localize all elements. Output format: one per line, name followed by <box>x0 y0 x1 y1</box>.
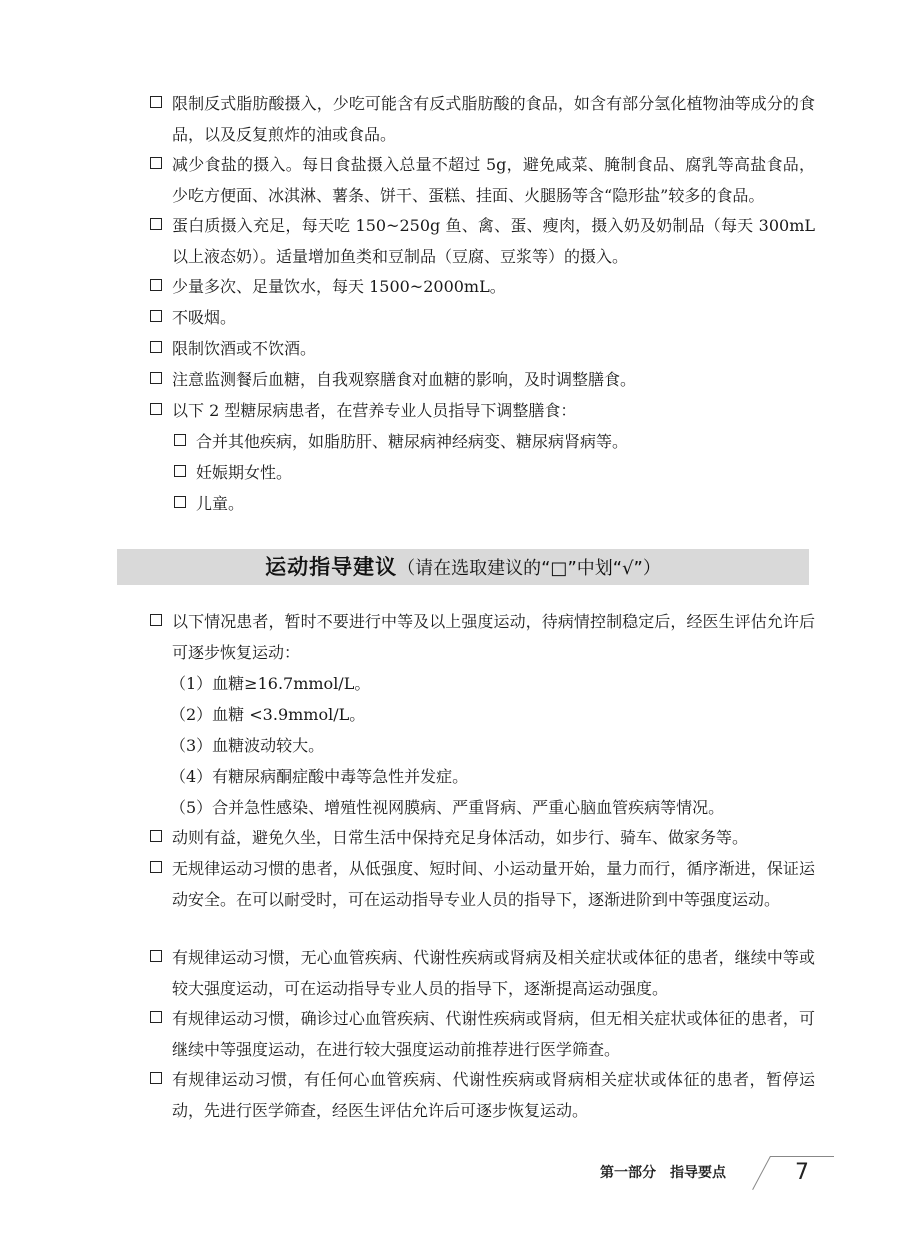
diet-item-alcohol <box>150 333 815 364</box>
diet-item-text: 不吸烟。 <box>172 308 237 327</box>
exercise-item-text: 无规律运动习惯的患者，从低强度、短时间、小运动量开始，量力而行，循序渐进，保证运动安全。在可以耐受时，可在运动指导专业人员的指导下，逐渐进阶到中等强度运动。 <box>172 859 815 909</box>
diet-subitem-pregnancy <box>174 457 814 488</box>
checkbox[interactable] <box>150 614 162 626</box>
condition-item: （1）血糖≥16.7mmol/L。 <box>170 674 371 693</box>
exercise-item-restriction <box>150 606 815 668</box>
checkbox[interactable] <box>150 861 162 873</box>
diet-item-protein <box>150 210 815 272</box>
checkbox[interactable] <box>150 830 162 842</box>
exercise-item-regular-healthy <box>150 942 815 1004</box>
exercise-item-regular-diagnosed <box>150 1003 815 1065</box>
checkbox[interactable] <box>150 403 162 415</box>
exercise-item-text: 动则有益，避免久坐，日常生活中保持充足身体活动，如步行、骑车、做家务等。 <box>172 828 749 847</box>
exercise-item-avoid-sitting <box>150 822 815 853</box>
diet-item-water <box>150 271 815 302</box>
checkbox[interactable] <box>150 157 162 169</box>
diet-subitem-text: 合并其他疾病，如脂肪肝、糖尿病神经病变、糖尿病肾病等。 <box>196 432 629 451</box>
diet-subitem-text: 儿童。 <box>196 494 245 513</box>
section-heading <box>117 549 809 587</box>
diet-item-text: 减少食盐的摄入。每日食盐摄入总量不超过 5g，避免咸菜、腌制食品、腐乳等高盐食品，少吃方便面、冰淇淋、薯条、饼干、蛋糕、挂面、火腿肠等含“隐形盐”较多的食品。 <box>172 155 815 205</box>
diet-item-text: 蛋白质摄入充足，每天吃 150~250g 鱼、禽、蛋、瘦肉，摄入奶及奶制品（每天 300mL 以上液态奶）。适量增加鱼类和豆制品（豆腐、豆浆等）的摄入。 <box>172 216 815 266</box>
footer-rule <box>770 1156 834 1157</box>
checkbox[interactable] <box>174 496 186 508</box>
checkbox[interactable] <box>150 279 162 291</box>
checkbox[interactable] <box>150 310 162 322</box>
checkbox[interactable] <box>150 372 162 384</box>
section-heading-title: 运动指导建议 <box>265 555 398 579</box>
condition-item: （4）有糖尿病酮症酸中毒等急性并发症。 <box>170 767 469 786</box>
diet-item-text: 限制饮酒或不饮酒。 <box>172 339 317 358</box>
condition-item: （5）合并急性感染、增殖性视网膜病、严重肾病、严重心脑血管疾病等情况。 <box>170 798 725 817</box>
checkbox[interactable] <box>150 96 162 108</box>
footer-section-label: 第一部分 指导要点 <box>600 1165 726 1181</box>
checkbox[interactable] <box>150 1011 162 1023</box>
exercise-item-regular-symptomatic <box>150 1064 815 1126</box>
condition-item: （3）血糖波动较大。 <box>170 736 325 755</box>
exercise-item-beginner <box>150 853 815 915</box>
condition-item: （2）血糖 <3.9mmol/L。 <box>170 705 366 724</box>
footer-divider <box>752 1156 771 1190</box>
exercise-item-text: 以下情况患者，暂时不要进行中等及以上强度运动，待病情控制稳定后，经医生评估允许后可逐步恢复运动： <box>172 612 815 662</box>
section-heading-banner <box>117 549 809 585</box>
checkbox[interactable] <box>150 950 162 962</box>
section-heading-instruction: （请在选取建议的“□”中划“√”） <box>397 558 661 579</box>
exercise-item-text: 有规律运动习惯，确诊过心血管疾病、代谢性疾病或肾病，但无相关症状或体征的患者，可继续中等强度运动，在进行较大强度运动前推荐进行医学筛查。 <box>172 1009 815 1059</box>
checkbox[interactable] <box>150 218 162 230</box>
checkbox[interactable] <box>150 341 162 353</box>
diet-item-text: 少量多次、足量饮水，每天 1500~2000mL。 <box>172 277 506 296</box>
diet-item-text: 限制反式脂肪酸摄入，少吃可能含有反式脂肪酸的食品，如含有部分氢化植物油等成分的食品，以及反复煎炸的油或食品。 <box>172 94 815 144</box>
checkbox[interactable] <box>174 434 186 446</box>
diet-item-no-smoking <box>150 302 815 333</box>
diet-subitem-comorbidity <box>174 426 814 457</box>
page-number: 7 <box>795 1160 809 1185</box>
diet-item-trans-fat <box>150 88 815 150</box>
exercise-item-text: 有规律运动习惯，有任何心血管疾病、代谢性疾病或肾病相关症状或体征的患者，暂停运动，先进行医学筛查，经医生评估允许后可逐步恢复运动。 <box>172 1070 815 1120</box>
exercise-item-text: 有规律运动习惯，无心血管疾病、代谢性疾病或肾病及相关症状或体征的患者，继续中等或较大强度运动，可在运动指导专业人员的指导下，逐渐提高运动强度。 <box>172 948 815 998</box>
diet-item-text: 以下 2 型糖尿病患者，在营养专业人员指导下调整膳食： <box>172 401 577 420</box>
diet-item-guided-diet <box>150 395 815 426</box>
diet-item-glucose-monitoring <box>150 364 815 395</box>
diet-subitem-text: 妊娠期女性。 <box>196 463 293 482</box>
diet-subitem-children <box>174 488 814 519</box>
checkbox[interactable] <box>150 1072 162 1084</box>
diet-item-text: 注意监测餐后血糖，自我观察膳食对血糖的影响，及时调整膳食。 <box>172 370 637 389</box>
diet-item-salt <box>150 149 815 211</box>
checkbox[interactable] <box>174 465 186 477</box>
